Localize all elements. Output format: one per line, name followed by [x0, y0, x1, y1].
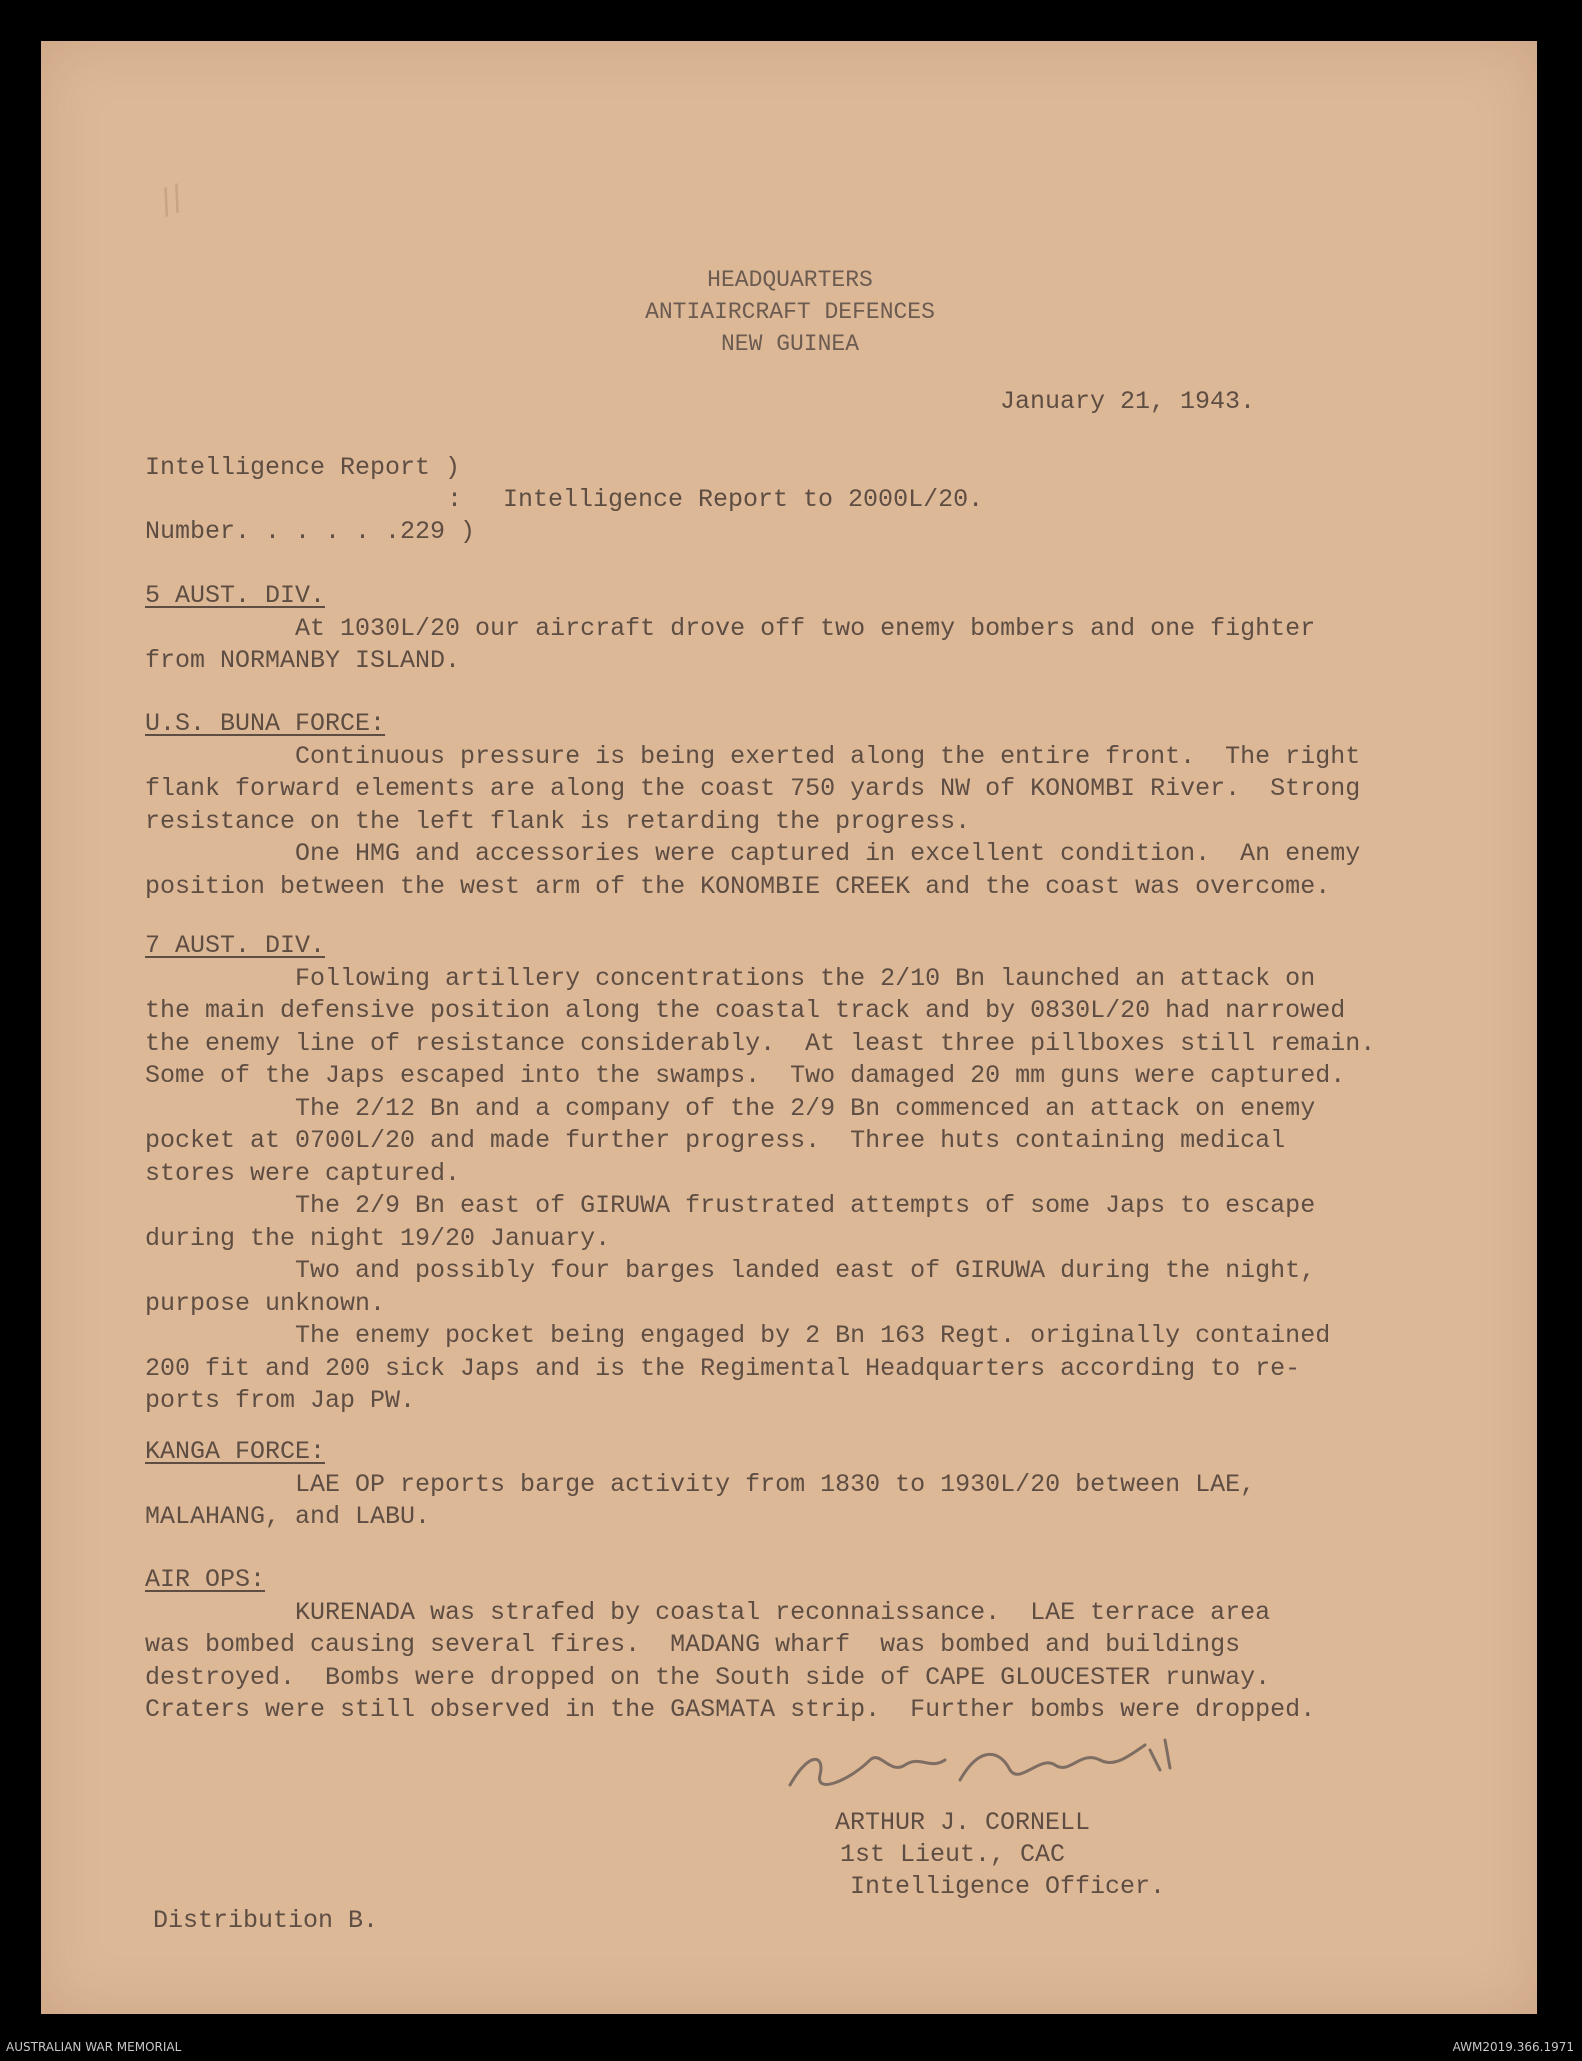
section-line: MALAHANG, and LABU.: [145, 1502, 431, 1531]
archive-credit: AUSTRALIAN WAR MEMORIAL: [6, 2040, 182, 2054]
section-line: resistance on the left flank is retarding the progress.: [145, 806, 971, 836]
report-label-line-2: Number. . . . . .229 ): [145, 517, 476, 546]
report-label-line-1: Intelligence Report ): [145, 453, 461, 482]
section-line: Some of the Japs escaped into the swamps. Two damaged 20 mm guns were captured.: [145, 1061, 1346, 1090]
section-line: KURENADA was strafed by coastal reconnaissance. LAE terrace area: [145, 1597, 1271, 1627]
section-line: The enemy pocket being engaged by 2 Bn 163 Regt. originally contained: [145, 1321, 1331, 1350]
section-line: Two and possibly four barges landed east of GIRUWA during the night,: [145, 1256, 1316, 1285]
section-line: destroyed. Bombs were dropped on the South side of CAPE GLOUCESTER runway.: [145, 1662, 1271, 1692]
letterhead-line-3: NEW GUINEA: [720, 331, 860, 357]
section-line: Craters were still observed in the GASMATA strip. Further bombs were dropped.: [145, 1695, 1316, 1724]
section-heading: 5 AUST. DIV.: [145, 581, 326, 610]
section-line: was bombed causing several fires. MADANG wharf was bombed and buildings: [145, 1630, 1241, 1659]
section-line: from NORMANBY ISLAND.: [145, 646, 461, 675]
section-line: the main defensive position along the coastal track and by 0830L/20 had narrowed: [145, 996, 1346, 1025]
section-line: LAE OP reports barge activity from 1830 to 1930L/20 between LAE,: [145, 1469, 1256, 1499]
section-us-buna-force: [145, 708, 1435, 903]
report-label-colon: :: [447, 485, 463, 514]
section-line: position between the west arm of the KONOMBIE CREEK and the coast was overcome.: [145, 871, 1331, 901]
section-heading: AIR OPS:: [145, 1565, 266, 1594]
section-line: purpose unknown.: [145, 1288, 386, 1318]
section-line: One HMG and accessories were captured in excellent condition. An enemy: [145, 839, 1361, 868]
section-7-aust-div: [145, 930, 1435, 1418]
section-kanga-force: [145, 1436, 1435, 1534]
letterhead-line-2: ANTIAIRCRAFT DEFENCES: [645, 299, 935, 325]
handwritten-signature: [780, 1730, 1200, 1800]
section-heading: 7 AUST. DIV.: [145, 931, 326, 960]
section-line: Continuous pressure is being exerted along the entire front. The right: [145, 741, 1361, 771]
archive-reference: AWM2019.366.1971: [1452, 2040, 1574, 2054]
letterhead-line-1: HEADQUARTERS: [707, 267, 873, 293]
section-line: The 2/12 Bn and a company of the 2/9 Bn commenced an attack on enemy: [145, 1093, 1316, 1123]
report-subject: Intelligence Report to 2000L/20.: [503, 485, 984, 514]
section-line: At 1030L/20 our aircraft drove off two enemy bombers and one fighter: [145, 613, 1316, 643]
signer-title: Intelligence Officer.: [850, 1872, 1166, 1901]
section-line: ports from Jap PW.: [145, 1386, 416, 1415]
section-line: stores were captured.: [145, 1158, 461, 1188]
section-5-aust-div: [145, 580, 1435, 678]
section-line: pocket at 0700L/20 and made further progress. Three huts containing medical: [145, 1126, 1286, 1155]
signer-name: ARTHUR J. CORNELL: [835, 1808, 1091, 1837]
section-line: during the night 19/20 January.: [145, 1223, 611, 1253]
section-line: Following artillery concentrations the 2/10 Bn launched an attack on: [145, 963, 1316, 993]
section-line: flank forward elements are along the coast 750 yards NW of KONOMBI River. Strong: [145, 774, 1361, 803]
section-line: the enemy line of resistance considerably. At least three pillboxes still remain.: [145, 1028, 1376, 1058]
section-heading: U.S. BUNA FORCE:: [145, 709, 386, 738]
section-air-ops: [145, 1564, 1435, 1727]
section-line: The 2/9 Bn east of GIRUWA frustrated attempts of some Japs to escape: [145, 1191, 1316, 1220]
section-heading: KANGA FORCE:: [145, 1437, 326, 1466]
distribution-note: Distribution B.: [153, 1906, 379, 1935]
section-line: 200 fit and 200 sick Japs and is the Regimental Headquarters according to re-: [145, 1353, 1301, 1383]
report-date: January 21, 1943.: [1000, 387, 1256, 416]
letterhead: [520, 264, 1060, 360]
handwritten-mark: //: [153, 177, 190, 223]
signer-rank: 1st Lieut., CAC: [840, 1840, 1066, 1869]
